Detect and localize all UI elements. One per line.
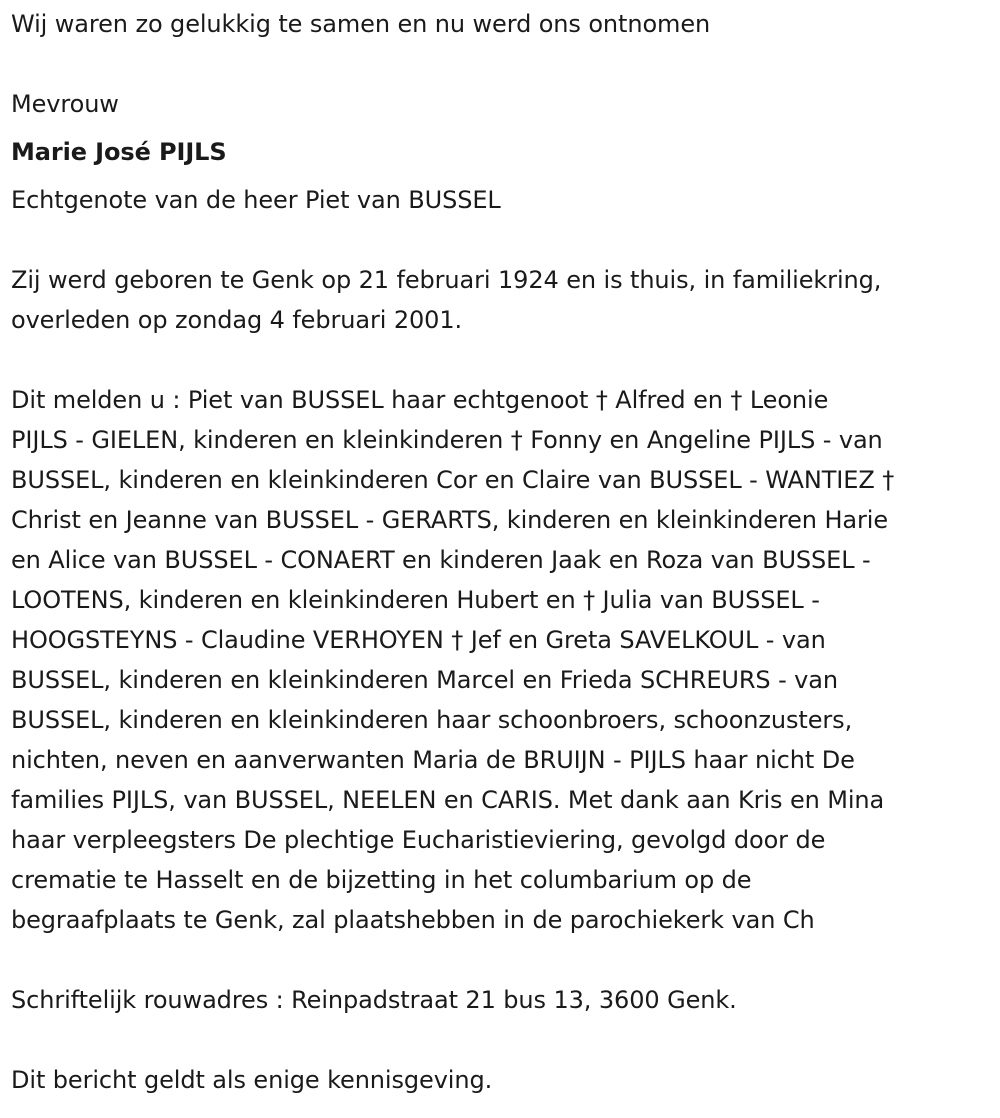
birth-death-line: Zij werd geboren te Genk op 21 februari 1924 en is thuis, in familiekring, [11,266,882,294]
deceased-name: Marie José PIJLS [11,138,227,166]
birth-death-paragraph [11,260,969,340]
spacer [11,340,969,380]
family-line: families PIJLS, van BUSSEL, NEELEN en CARIS. Met dank aan Kris en Mina [11,786,885,814]
family-line: Dit melden u : Piet van BUSSEL haar echtgenoot † Alfred en † Leonie [11,386,829,414]
spacer [11,940,969,980]
salutation: Mevrouw [11,90,119,118]
family-line: BUSSEL, kinderen en kleinkinderen Marcel en Frieda SCHREURS - van [11,666,838,694]
motto-line: Wij waren zo gelukkig te samen en nu werd ons ontnomen [11,10,711,38]
family-line: PIJLS - GIELEN, kinderen en kleinkinderen † Fonny en Angeline PIJLS - van [11,426,883,454]
family-line: BUSSEL, kinderen en kleinkinderen Cor en Claire van BUSSEL - WANTIEZ † [11,466,895,494]
family-paragraph [11,380,969,940]
spacer [11,44,969,84]
spacer [11,220,969,260]
birth-death-line: overleden op zondag 4 februari 2001. [11,306,463,334]
family-line: HOOGSTEYNS - Claudine VERHOYEN † Jef en Greta SAVELKOUL - van [11,626,826,654]
family-line: crematie te Hasselt en de bijzetting in het columbarium op de [11,866,752,894]
family-line: en Alice van BUSSEL - CONAERT en kinderen Jaak en Roza van BUSSEL - [11,546,871,574]
family-line: nichten, neven en aanverwanten Maria de BRUIJN - PIJLS haar nicht De [11,746,855,774]
family-line: BUSSEL, kinderen en kleinkinderen haar schoonbroers, schoonzusters, [11,706,853,734]
spouse-line: Echtgenote van de heer Piet van BUSSEL [11,186,501,214]
family-line: begraafplaats te Genk, zal plaatshebben in de parochiekerk van Ch [11,906,815,934]
family-line: Christ en Jeanne van BUSSEL - GERARTS, kinderen en kleinkinderen Harie [11,506,889,534]
family-line: haar verpleegsters De plechtige Eucharistieviering, gevolgd door de [11,826,826,854]
address-line: Schriftelijk rouwadres : Reinpadstraat 21 bus 13, 3600 Genk. [11,986,737,1014]
spacer [11,1020,969,1060]
closing-line: Dit bericht geldt als enige kennisgeving. [11,1066,493,1094]
family-line: LOOTENS, kinderen en kleinkinderen Hubert en † Julia van BUSSEL - [11,586,820,614]
